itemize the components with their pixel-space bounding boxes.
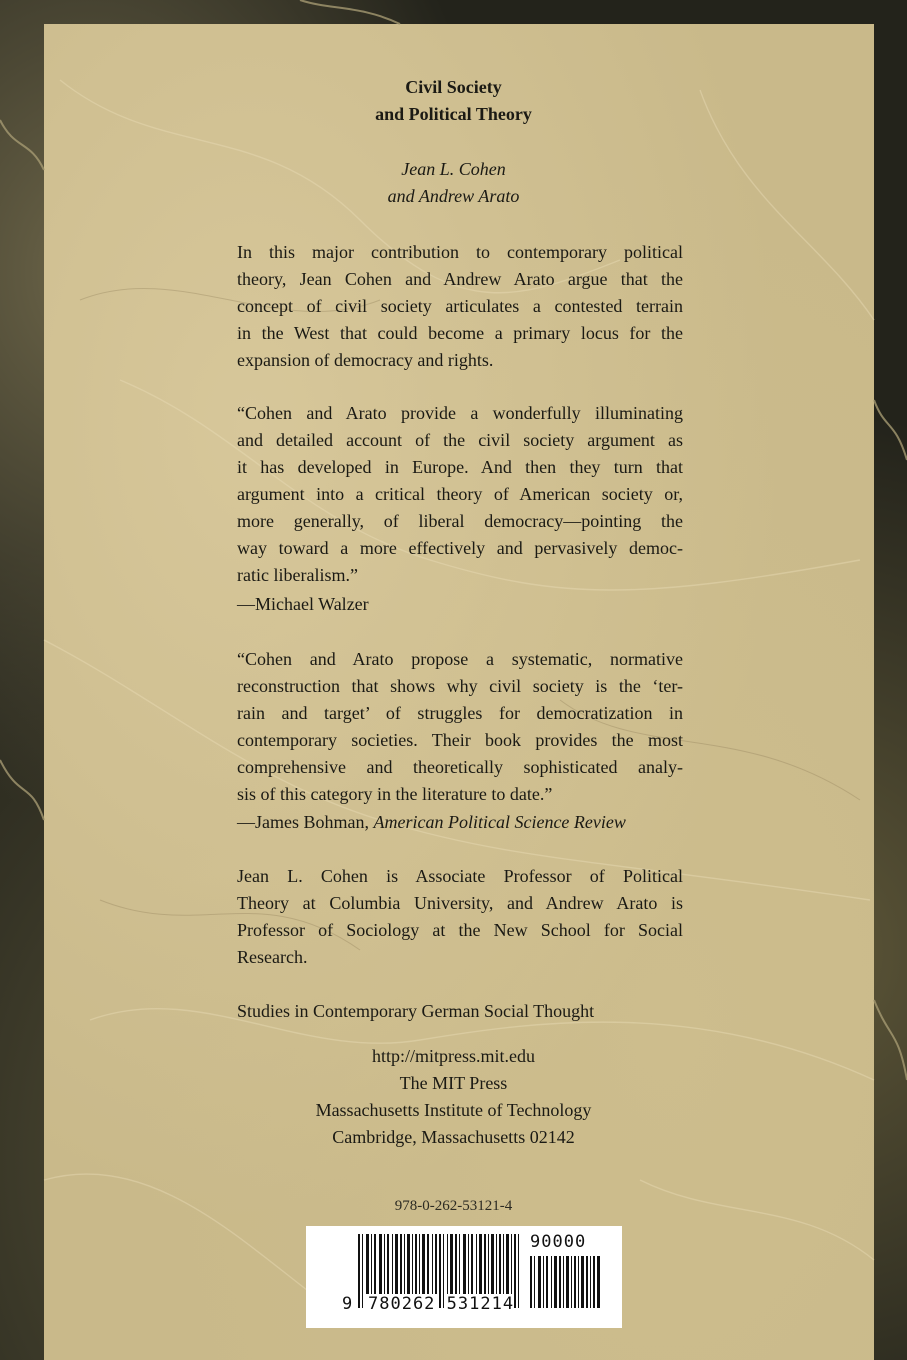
description-paragraph: [237, 239, 683, 374]
author-line-1: Jean L. Cohen: [401, 159, 506, 179]
quote-line: contemporary societies. Their book provides the most: [237, 730, 683, 750]
description-line: expansion of democracy and rights.: [237, 350, 494, 370]
book-title-line-2: and Political Theory: [375, 104, 532, 124]
bio-line: Jean L. Cohen is Associate Professor of Political: [237, 866, 683, 886]
description-line: In this major contribution to contemporary political: [237, 242, 683, 262]
author-bio: [237, 863, 683, 971]
quote-line: “Cohen and Arato provide a wonderfully illuminating: [237, 403, 683, 423]
quote-line: argument into a critical theory of American society or,: [237, 484, 683, 504]
quote-line: comprehensive and theoretically sophisticated analy-: [237, 757, 683, 777]
quote-line: way toward a more effectively and pervasively democ-: [237, 538, 683, 558]
quote-line: it has developed in Europe. And then they turn that: [237, 457, 683, 477]
isbn-number: 978-0-262-53121-4: [394, 1198, 513, 1214]
quote-attribution-walzer: —Michael Walzer: [237, 594, 369, 614]
quote-line: and detailed account of the civil society argument as: [237, 430, 683, 450]
quote-line: “Cohen and Arato propose a systematic, normative: [237, 649, 683, 669]
publisher-url: http://mitpress.mit.edu: [372, 1046, 535, 1066]
quote-bohman: [237, 646, 683, 808]
quote-walzer: [237, 400, 683, 589]
description-line: concept of civil society articulates a contested terrain: [237, 296, 683, 316]
barcode: [306, 1226, 622, 1328]
bio-line: Theory at Columbia University, and Andrew Arato is: [237, 893, 683, 913]
barcode-main-digits: 780262 531214: [368, 1294, 515, 1314]
series-name: Studies in Contemporary German Social Thought: [237, 1001, 595, 1021]
quote-attribution-bohman: [237, 812, 626, 833]
bio-line: Research.: [237, 947, 308, 967]
publisher-name: The MIT Press: [399, 1073, 508, 1093]
quote-line: reconstruction that shows why civil society is the ‘ter-: [237, 676, 683, 696]
attribution-source: American Political Science Review: [373, 812, 626, 832]
barcode-first-digit: 9: [342, 1294, 354, 1314]
quote-line: more generally, of liberal democracy—pointing the: [237, 511, 683, 531]
quote-line: ratic liberalism.”: [237, 565, 358, 585]
description-line: in the West that could become a primary locus for the: [237, 323, 683, 343]
quote-line: sis of this category in the literature to date.”: [237, 784, 553, 804]
description-line: theory, Jean Cohen and Andrew Arato argue that the: [237, 269, 683, 289]
book-title-line-1: Civil Society: [405, 77, 502, 97]
quote-line: rain and target’ of struggles for democratization in: [237, 703, 683, 723]
publisher-address: Cambridge, Massachusetts 02142: [332, 1127, 575, 1147]
bio-line: Professor of Sociology at the New School for Social: [237, 920, 683, 940]
publisher-institution: Massachusetts Institute of Technology: [315, 1100, 592, 1120]
barcode-addon-digits: 90000: [530, 1232, 587, 1252]
author-line-2: and Andrew Arato: [387, 186, 520, 206]
attribution-name: —James Bohman,: [237, 812, 374, 832]
